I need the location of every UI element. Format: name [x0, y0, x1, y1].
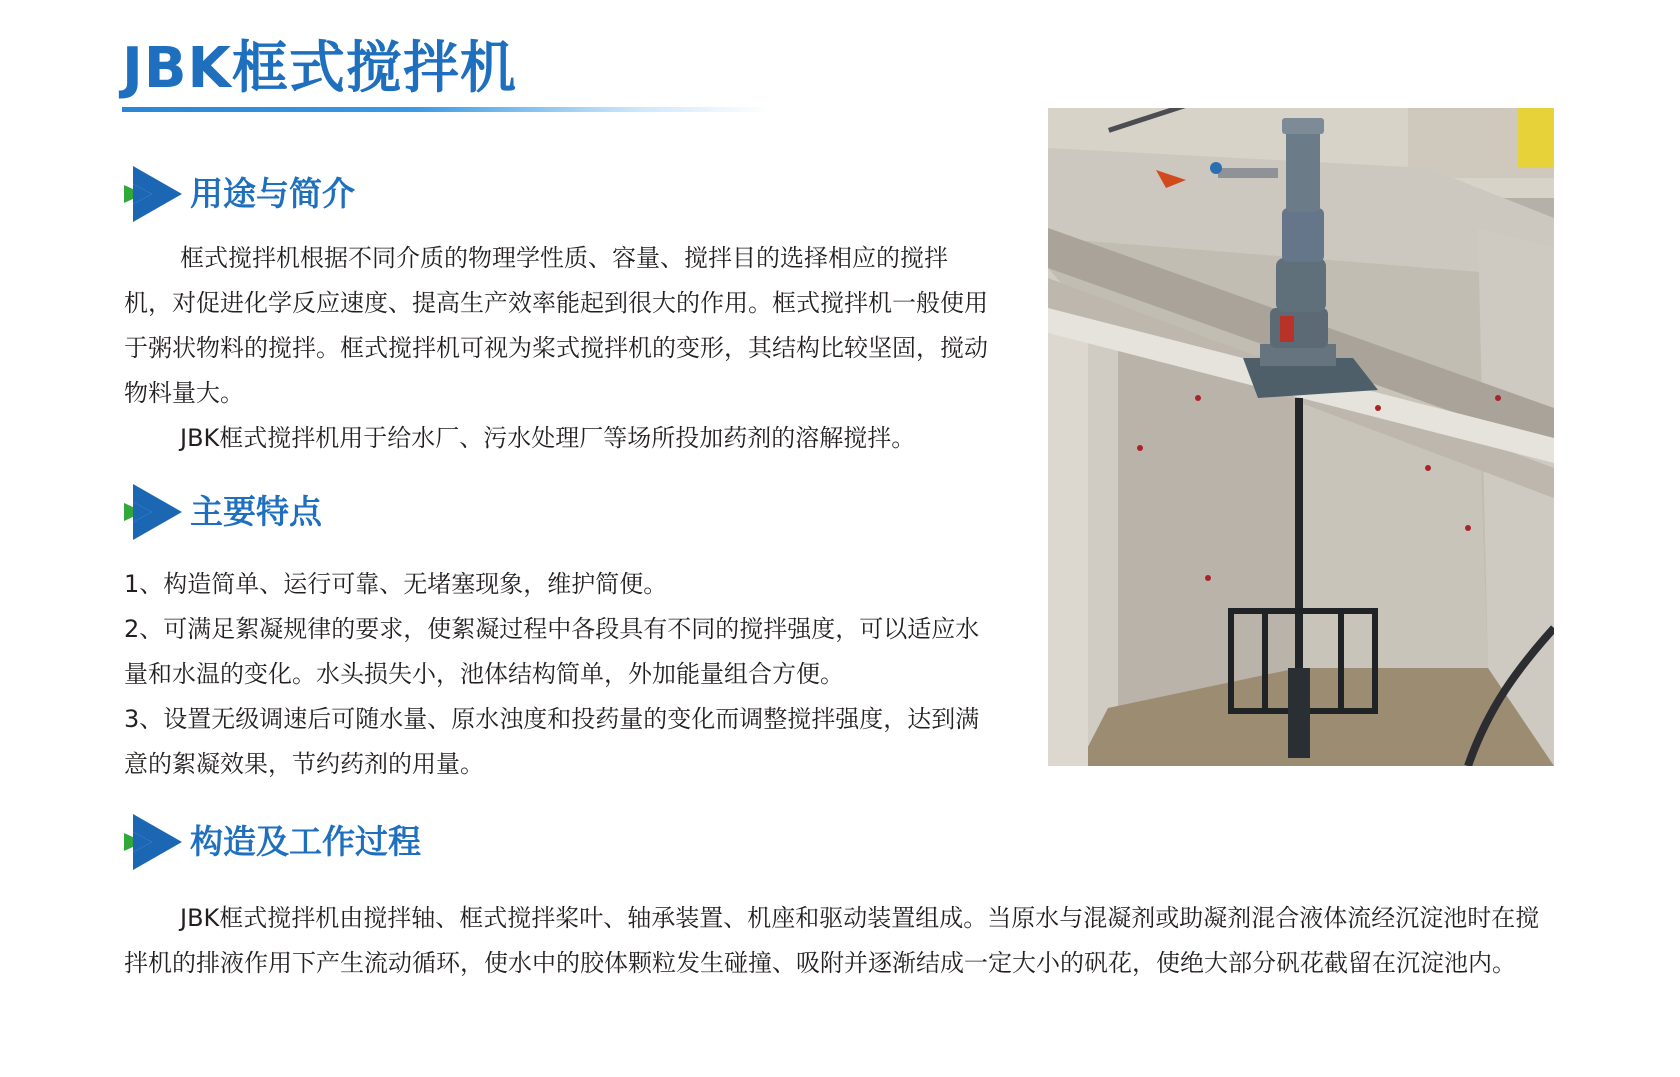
- list-item: 2、可满足絮凝规律的要求，使絮凝过程中各段具有不同的搅拌强度，可以适应水量和水温的变化。水头损失小，池体结构简单，外加能量组合方便。: [124, 615, 980, 688]
- paragraph: JBK框式搅拌机由搅拌轴、框式搅拌桨叶、轴承装置、机座和驱动装置组成。当原水与混凝剂或助凝剂混合液体流经沉淀池时在搅拌机的排液作用下产生流动循环，使水中的胶体颗粒发生碰撞、吸附并逐渐结成一定大小的矾花，使绝大部分矾花截留在沉淀池内。: [124, 904, 1540, 977]
- paragraph: 框式搅拌机根据不同介质的物理学性质、容量、搅拌目的选择相应的搅拌机，对促进化学反应速度、提高生产效率能起到很大的作用。框式搅拌机一般使用于粥状物料的搅拌。框式搅拌机可视为桨式搅拌机的变形，其结构比较坚固，搅动物料量大。: [124, 244, 988, 407]
- list-item: 1、构造简单、运行可靠、无堵塞现象，维护简便。: [124, 570, 668, 598]
- title-underline: [122, 107, 772, 112]
- agitator-photo-illustration: [1048, 108, 1554, 766]
- play-arrow-icon: [124, 814, 184, 870]
- play-arrow-icon: [124, 484, 184, 540]
- paragraph: JBK框式搅拌机用于给水厂、污水处理厂等场所投加药剂的溶解搅拌。: [180, 424, 916, 452]
- product-photo: [1048, 108, 1554, 766]
- intro-text: [124, 236, 988, 461]
- page-title: JBK框式搅拌机: [122, 36, 517, 101]
- features-list: [124, 562, 988, 787]
- section-title: 构造及工作过程: [190, 822, 421, 861]
- structure-text: [124, 896, 1556, 986]
- play-arrow-icon: [124, 166, 184, 222]
- section-title: 主要特点: [190, 492, 322, 531]
- section-title: 用途与简介: [190, 174, 355, 213]
- list-item: 3、设置无级调速后可随水量、原水浊度和投药量的变化而调整搅拌强度，达到满意的絮凝效果，节约药剂的用量。: [124, 705, 980, 778]
